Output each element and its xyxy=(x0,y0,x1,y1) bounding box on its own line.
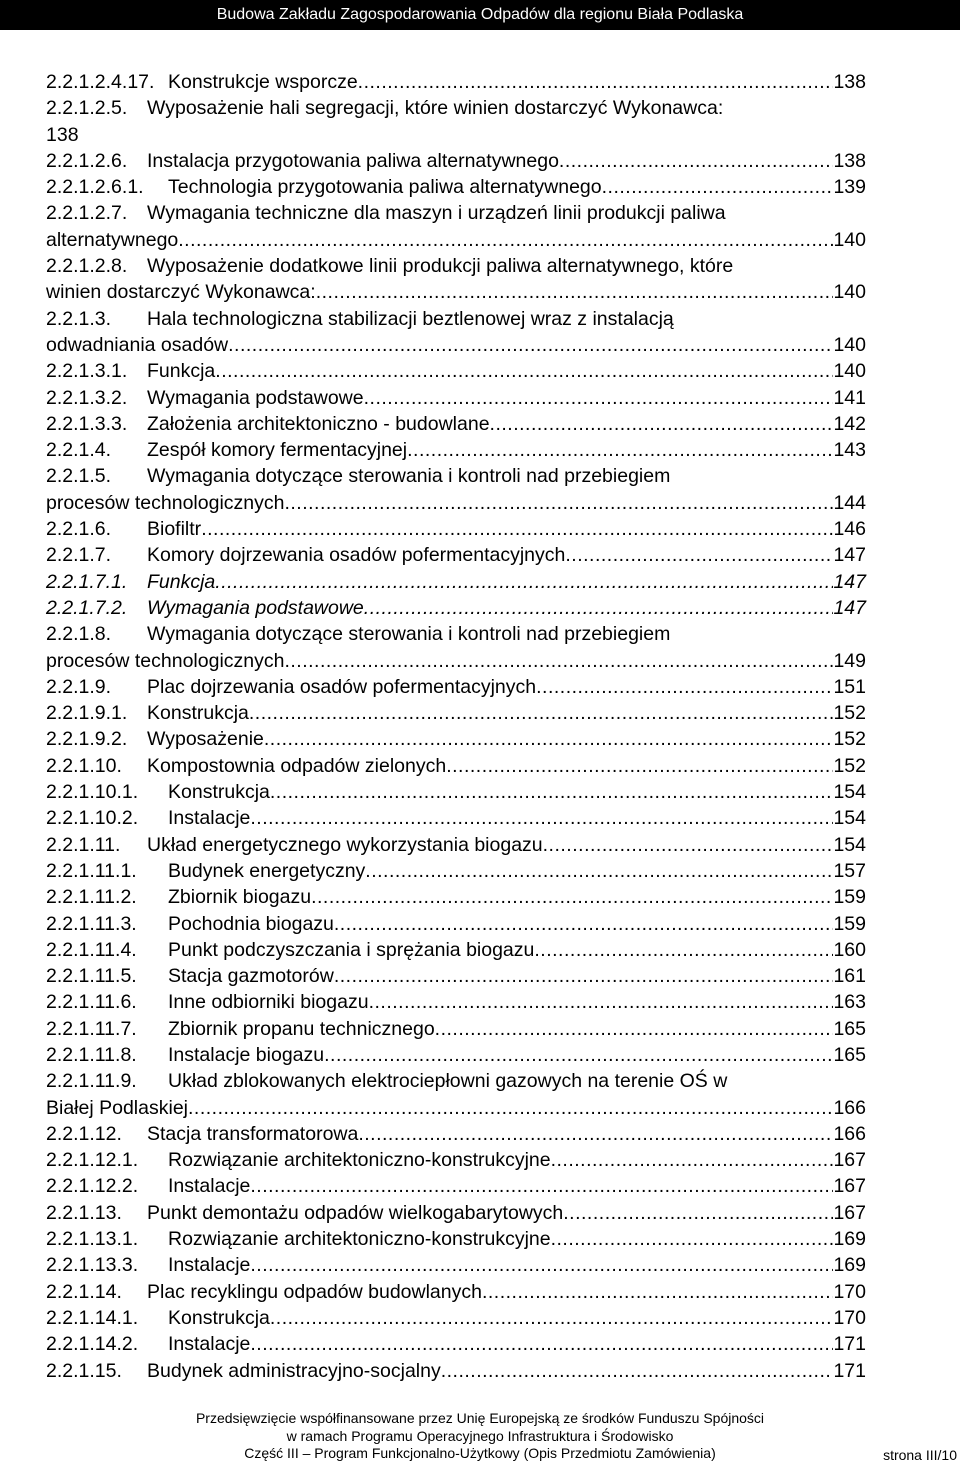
toc-entry-title: Komory dojrzewania osadów pofermentacyjnych xyxy=(147,544,566,567)
toc-entry-title: Układ zblokowanych elektrociepłowni gazowych na terenie OŚ w xyxy=(168,1070,728,1093)
toc-entry xyxy=(46,1147,866,1173)
toc-entry-number: 2.2.1.2.8. xyxy=(46,255,128,278)
toc-entry-number: 2.2.1.11.5. xyxy=(46,965,137,988)
toc-leader-dots xyxy=(250,1252,833,1278)
toc-entry-number: 2.2.1.3. xyxy=(46,307,112,330)
toc-leader-dots xyxy=(270,779,834,805)
toc-entry-page: 147 xyxy=(833,570,866,593)
toc-entry xyxy=(46,569,866,595)
toc-entry xyxy=(46,1305,866,1331)
toc-entry xyxy=(46,805,866,831)
toc-entry-continuation xyxy=(46,332,866,358)
toc-entry xyxy=(46,700,866,726)
toc-entry-number: 2.2.1.3.2. xyxy=(46,386,128,409)
toc-entry-number: 2.2.1.2.5. xyxy=(46,97,128,120)
toc-leader-dots xyxy=(215,358,833,384)
toc-entry-title: Biofiltr xyxy=(147,518,202,541)
toc-entry xyxy=(46,253,866,279)
toc-leader-dots xyxy=(369,989,834,1015)
toc-entry xyxy=(46,358,866,384)
toc-entry-page: 138 xyxy=(46,123,79,146)
toc-entry-number: 2.2.1.3.1. xyxy=(46,360,128,383)
footer-funding-line: Przedsięwzięcie współfinansowane przez Unię Europejską ze środków Funduszu Spójności xyxy=(195,1410,765,1426)
toc-entry-number: 2.2.1.7. xyxy=(46,544,112,567)
toc-entry xyxy=(46,95,866,121)
toc-entry-continuation xyxy=(46,279,866,305)
toc-leader-dots xyxy=(446,753,833,779)
toc-entry-title: Plac dojrzewania osadów pofermentacyjnych xyxy=(147,675,537,698)
toc-leader-dots xyxy=(284,648,833,674)
toc-leader-dots xyxy=(364,385,834,411)
toc-entry-page: 140 xyxy=(833,281,866,304)
toc-entry-title: Punkt demontażu odpadów wielkogabarytowych xyxy=(147,1201,564,1224)
toc-entry-title: Konstrukcje wsporcze xyxy=(168,71,358,93)
toc-entry-number: 2.2.1.2.6. xyxy=(46,149,128,172)
toc-entry-continuation xyxy=(46,1095,866,1121)
toc-entry-number: 2.2.1.2.6.1. xyxy=(46,176,144,199)
toc-leader-dots xyxy=(365,858,833,884)
toc-entry-page: 142 xyxy=(833,412,866,435)
toc-entry-title: Konstrukcja xyxy=(147,702,249,725)
toc-entry-page: 159 xyxy=(833,912,866,935)
toc-leader-dots xyxy=(551,1226,834,1252)
toc-entry-page: 165 xyxy=(833,1017,866,1040)
toc-leader-dots xyxy=(201,516,833,542)
toc-leader-dots xyxy=(250,1331,833,1357)
toc-entry-title-continuation: Białej Podlaskiej xyxy=(46,1096,188,1119)
toc-entry-page: 166 xyxy=(833,1096,866,1119)
toc-entry xyxy=(46,200,866,226)
toc-entry-page: 143 xyxy=(833,439,866,462)
toc-leader-dots xyxy=(551,1147,834,1173)
toc-entry-title: Instalacje biogazu xyxy=(168,1043,325,1066)
toc-entry-page: 151 xyxy=(833,675,866,698)
toc-leader-dots xyxy=(536,674,833,700)
toc-entry-page: 170 xyxy=(833,1280,866,1303)
toc-entry xyxy=(46,516,866,542)
toc-entry-title: Punkt podczyszczania i sprężania biogazu xyxy=(168,938,535,961)
toc-leader-dots xyxy=(534,937,833,963)
toc-leader-dots xyxy=(563,1200,833,1226)
toc-entry xyxy=(46,884,866,910)
footer-programme-line: w ramach Programu Operacyjnego Infrastruktura i Środowisko xyxy=(286,1427,674,1444)
toc-entry-title: Pochodnia biogazu xyxy=(168,912,334,935)
toc-entry-title: Wymagania podstawowe xyxy=(147,596,364,619)
toc-entry-page: 167 xyxy=(833,1201,866,1224)
toc-entry-number: 2.2.1.11.7. xyxy=(46,1017,137,1040)
toc-entry-title: Zbiornik biogazu xyxy=(168,886,312,909)
toc-entry-title: Wyposażenie dodatkowe linii produkcji paliwa alternatywnego, które xyxy=(147,255,734,278)
toc-entry-number: 2.2.1.12.2. xyxy=(46,1175,139,1198)
toc-entry xyxy=(46,1252,866,1278)
toc-entry-title: Instalacje xyxy=(168,1175,251,1198)
toc-entry xyxy=(46,989,866,1015)
toc-entry-page: 139 xyxy=(833,176,866,199)
toc-leader-dots xyxy=(490,411,834,437)
toc-entry-number: 2.2.1.9.2. xyxy=(46,728,128,751)
toc-entry-title: Wymagania podstawowe xyxy=(147,386,364,409)
toc-entry xyxy=(46,1068,866,1094)
toc-entry-page: 140 xyxy=(833,360,866,383)
toc-leader-dots xyxy=(284,490,833,516)
toc-entry-number: 2.2.1.11.8. xyxy=(46,1043,137,1066)
toc-entry-title: Wymagania dotyczące sterowania i kontroli nad przebiegiem xyxy=(147,465,671,488)
toc-entry-number: 2.2.1.5. xyxy=(46,465,112,488)
toc-entry-page: 171 xyxy=(833,1359,866,1382)
toc-entry-number: 2.2.1.11. xyxy=(46,833,121,856)
toc-entry xyxy=(46,1331,866,1357)
toc-entry-number: 2.2.1.11.6. xyxy=(46,991,137,1014)
toc-leader-dots xyxy=(311,884,833,910)
toc-entry-number: 2.2.1.9. xyxy=(46,675,112,698)
toc-entry xyxy=(46,595,866,621)
toc-entry-title: Założenia architektoniczno - budowlane xyxy=(147,412,490,435)
toc-entry-title: Wyposażenie xyxy=(147,728,264,751)
toc-entry xyxy=(46,674,866,700)
toc-entry-page: 152 xyxy=(833,728,866,751)
toc-leader-dots xyxy=(264,726,834,752)
toc-entry xyxy=(46,726,866,752)
toc-entry-page: 138 xyxy=(833,149,866,172)
toc-entry-title: Rozwiązanie architektoniczno-konstrukcyjne xyxy=(168,1228,551,1251)
toc-entry-page: 169 xyxy=(833,1228,866,1251)
toc-leader-dots xyxy=(602,174,834,200)
toc-entry-continuation xyxy=(46,648,866,674)
toc-entry-title: Zbiornik propanu technicznego xyxy=(168,1017,435,1040)
toc-entry xyxy=(46,779,866,805)
toc-entry-page: 163 xyxy=(833,991,866,1014)
toc-entry-page: 154 xyxy=(833,833,866,856)
toc-entry-title: Wymagania dotyczące sterowania i kontroli nad przebiegiem xyxy=(147,623,671,646)
toc-entry xyxy=(46,1173,866,1199)
footer xyxy=(0,1410,960,1463)
toc-entry-title: Inne odbiorniki biogazu xyxy=(168,991,369,1014)
toc-entry xyxy=(46,463,866,489)
toc-entry-number: 2.2.1.2.7. xyxy=(46,202,128,225)
toc-entry-title: Instalacje xyxy=(168,1254,251,1277)
toc-entry-number: 2.2.1.11.3. xyxy=(46,912,137,935)
toc-entry-page: 154 xyxy=(833,807,866,830)
footer-part-line: Część III – Program Funkcjonalno-Użytkowy (Opis Przedmiotu Zamówienia) xyxy=(244,1445,716,1461)
toc-entry-title: Technologia przygotowania paliwa alternatywnego xyxy=(168,176,602,199)
toc-entry xyxy=(46,542,866,568)
toc-entry xyxy=(46,832,866,858)
toc-leader-dots xyxy=(334,911,834,937)
toc-entry-number: 2.2.1.13.1. xyxy=(46,1228,139,1251)
toc-entry-page: 166 xyxy=(833,1122,866,1145)
toc-entry-number: 2.2.1.14.1. xyxy=(46,1306,139,1329)
toc-entry-number: 2.2.1.12.1. xyxy=(46,1149,139,1172)
toc-entry-number: 2.2.1.12. xyxy=(46,1122,122,1145)
toc-entry-number: 2.2.1.11.9. xyxy=(46,1070,137,1093)
toc-entry-title: Stacja transformatorowa xyxy=(147,1122,359,1145)
toc-entry-title-continuation: odwadniania osadów xyxy=(46,333,229,356)
toc-entry xyxy=(46,437,866,463)
toc-leader-dots xyxy=(316,279,834,305)
toc-entry-page: 144 xyxy=(833,491,866,514)
toc-leader-dots xyxy=(334,963,834,989)
toc-entry-page: 167 xyxy=(833,1175,866,1198)
toc-entry xyxy=(46,411,866,437)
toc-entry-number: 2.2.1.4. xyxy=(46,439,112,462)
toc-entry xyxy=(46,69,866,95)
toc-entry-continuation xyxy=(46,122,866,148)
toc-entry-page: 138 xyxy=(833,71,866,93)
toc-entry-page: 146 xyxy=(833,518,866,541)
toc-entry-title: Konstrukcja xyxy=(168,781,270,804)
toc-leader-dots xyxy=(228,332,833,358)
toc-entry-title: Rozwiązanie architektoniczno-konstrukcyjne xyxy=(168,1149,551,1172)
toc-leader-dots xyxy=(324,1042,833,1068)
toc-entry-number: 2.2.1.7.2. xyxy=(46,596,128,619)
toc-leader-dots xyxy=(435,1016,834,1042)
table-of-contents xyxy=(46,69,866,1384)
toc-entry xyxy=(46,858,866,884)
toc-entry-number: 2.2.1.3.3. xyxy=(46,412,128,435)
toc-leader-dots xyxy=(482,1279,833,1305)
toc-leader-dots xyxy=(270,1305,834,1331)
toc-entry-title-continuation: procesów technologicznych xyxy=(46,491,285,514)
toc-entry-title: Instalacja przygotowania paliwa alternatywnego xyxy=(147,149,559,172)
toc-entry-page: 170 xyxy=(833,1306,866,1329)
toc-entry-page: 149 xyxy=(833,649,866,672)
toc-entry-number: 2.2.1.11.4. xyxy=(46,938,137,961)
toc-entry-number: 2.2.1.2.4.17. xyxy=(46,71,155,93)
toc-entry-page: 165 xyxy=(833,1043,866,1066)
toc-entry-title: Stacja gazmotorów xyxy=(168,965,334,988)
toc-entry-page: 152 xyxy=(833,702,866,725)
toc-entry-number: 2.2.1.14. xyxy=(46,1280,122,1303)
toc-entry-number: 2.2.1.9.1. xyxy=(46,702,128,725)
toc-leader-dots xyxy=(565,542,833,568)
toc-leader-dots xyxy=(441,1358,834,1384)
toc-entry-page: 171 xyxy=(833,1333,866,1356)
toc-entry xyxy=(46,963,866,989)
page-number: strona III/10 xyxy=(883,1447,957,1463)
toc-entry-title: Wymagania techniczne dla maszyn i urządzeń linii produkcji paliwa xyxy=(147,202,726,225)
toc-entry-page: 141 xyxy=(833,386,866,409)
toc-entry-title: Instalacje xyxy=(168,1333,251,1356)
toc-entry-number: 2.2.1.15. xyxy=(46,1359,122,1382)
toc-entry-number: 2.2.1.7.1. xyxy=(46,570,128,593)
document-header: Budowa Zakładu Zagospodarowania Odpadów dla regionu Biała Podlaska xyxy=(0,0,960,30)
toc-entry-title-continuation: procesów technologicznych xyxy=(46,649,285,672)
toc-entry-title: Kompostownia odpadów zielonych xyxy=(147,754,447,777)
toc-entry-title: Instalacje xyxy=(168,807,251,830)
toc-entry xyxy=(46,621,866,647)
toc-entry-page: 140 xyxy=(833,333,866,356)
toc-entry-continuation xyxy=(46,490,866,516)
toc-entry-title: Wyposażenie hali segregacji, które winien dostarczyć Wykonawca: xyxy=(147,97,724,120)
toc-entry-title: Hala technologiczna stabilizacji beztlenowej wraz z instalacją xyxy=(147,307,674,330)
toc-entry-page: 147 xyxy=(833,596,866,619)
toc-entry xyxy=(46,911,866,937)
toc-entry-title-continuation: alternatywnego xyxy=(46,228,179,251)
toc-entry-number: 2.2.1.11.1. xyxy=(46,859,137,882)
toc-entry-number: 2.2.1.14.2. xyxy=(46,1333,139,1356)
toc-entry-page: 157 xyxy=(833,859,866,882)
toc-entry xyxy=(46,174,866,200)
toc-entry-title: Funkcja xyxy=(147,360,216,383)
toc-entry-number: 2.2.1.10.1. xyxy=(46,781,139,804)
toc-entry-title: Plac recyklingu odpadów budowlanych xyxy=(147,1280,482,1303)
toc-entry-title: Układ energetycznego wykorzystania biogazu xyxy=(147,833,543,856)
toc-entry-number: 2.2.1.11.2. xyxy=(46,886,137,909)
toc-entry-title: Zespół komory fermentacyjnej xyxy=(147,439,408,462)
toc-entry xyxy=(46,1016,866,1042)
toc-entry xyxy=(46,937,866,963)
toc-leader-dots xyxy=(407,437,833,463)
toc-entry-continuation xyxy=(46,227,866,253)
toc-entry-number: 2.2.1.10.2. xyxy=(46,807,139,830)
toc-entry-title: Funkcja xyxy=(147,570,216,593)
toc-entry xyxy=(46,1042,866,1068)
toc-leader-dots xyxy=(215,569,833,595)
toc-leader-dots xyxy=(250,1173,833,1199)
toc-leader-dots xyxy=(249,700,834,726)
toc-entry-page: 140 xyxy=(833,228,866,251)
toc-leader-dots xyxy=(364,595,834,621)
toc-entry-page: 167 xyxy=(833,1149,866,1172)
toc-entry-number: 2.2.1.10. xyxy=(46,754,122,777)
toc-entry xyxy=(46,1358,866,1384)
toc-entry-title-continuation: winien dostarczyć Wykonawca: xyxy=(46,281,316,304)
toc-entry-title: Budynek administracyjno-socjalny xyxy=(147,1359,441,1382)
toc-entry-page: 154 xyxy=(833,781,866,804)
toc-entry-number: 2.2.1.13. xyxy=(46,1201,122,1224)
toc-leader-dots xyxy=(188,1095,833,1121)
toc-leader-dots xyxy=(178,227,833,253)
toc-entry xyxy=(46,385,866,411)
toc-entry xyxy=(46,1226,866,1252)
toc-entry xyxy=(46,1121,866,1147)
toc-entry xyxy=(46,148,866,174)
toc-leader-dots xyxy=(358,69,834,95)
toc-entry-page: 160 xyxy=(833,938,866,961)
toc-entry-number: 2.2.1.13.3. xyxy=(46,1254,139,1277)
toc-entry xyxy=(46,306,866,332)
toc-entry-title: Konstrukcja xyxy=(168,1306,270,1329)
toc-entry-page: 152 xyxy=(833,754,866,777)
toc-entry-page: 159 xyxy=(833,886,866,909)
toc-leader-dots xyxy=(250,805,833,831)
toc-entry-page: 161 xyxy=(833,965,866,988)
toc-entry-number: 2.2.1.6. xyxy=(46,518,112,541)
toc-leader-dots xyxy=(559,148,834,174)
toc-entry xyxy=(46,1200,866,1226)
toc-entry xyxy=(46,1279,866,1305)
toc-entry-page: 147 xyxy=(833,544,866,567)
toc-leader-dots xyxy=(358,1121,833,1147)
toc-leader-dots xyxy=(543,832,834,858)
toc-entry-number: 2.2.1.8. xyxy=(46,623,112,646)
toc-entry-page: 169 xyxy=(833,1254,866,1277)
toc-entry xyxy=(46,753,866,779)
toc-entry-title: Budynek energetyczny xyxy=(168,859,366,882)
